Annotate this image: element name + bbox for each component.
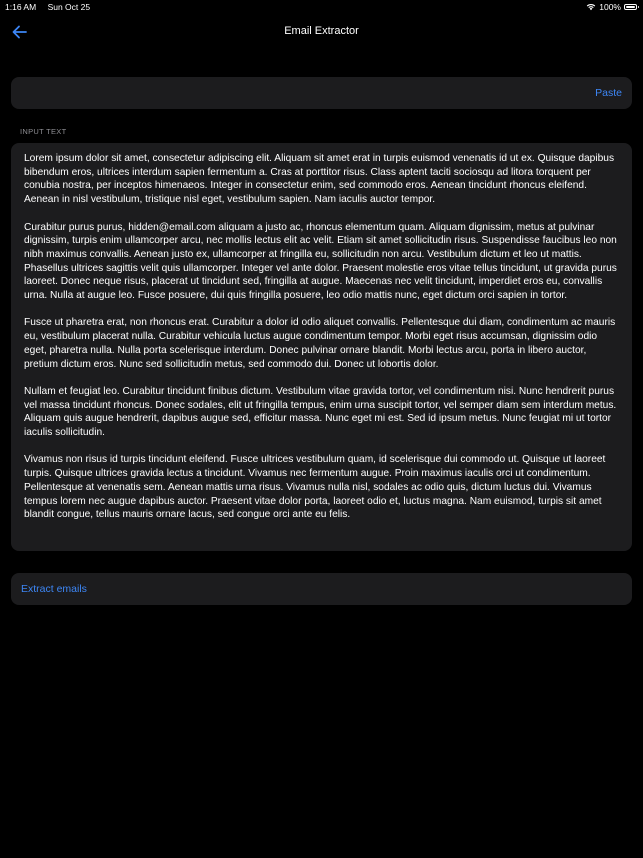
status-right [586, 2, 637, 12]
battery-percentage: 100% [599, 2, 621, 12]
status-left [5, 2, 90, 12]
input-text-area[interactable] [11, 143, 632, 551]
status-bar [0, 0, 643, 14]
navigation-bar [0, 18, 643, 46]
input-paragraph: Lorem ipsum dolor sit amet, consectetur adipiscing elit. Aliquam sit amet erat in turpis euismod venenatis id ut ex. Quisque dapibus bibendum eros, ultrices interdum sapien fermentum a. Cras at porttitor risus. Class aptent taciti sociosqu ad litora torquent per conubia nostra, per inceptos himenaeos. Integer in consectetur enim, sed commodo eros. Aenean tincidunt rhoncus eleifend. Aenean in nisl vestibulum, tristique nisl eget, vestibulum sapien. Nam iaculis auctor tempor. [24, 153, 615, 206]
output-field[interactable] [11, 77, 632, 109]
input-section-label: INPUT TEXT [20, 127, 67, 136]
input-paragraph: Curabitur purus purus, hidden@email.com aliquam a justo ac, rhoncus elementum quam. Aliquam dignissim, metus at pulvinar dignissim, turpis enim ullamcorper arcu, nec mollis lectus elit ac velit. Etiam sit amet sollicitudin risus. Suspendisse faucibus leo non nibh maximus convallis. Aenean justo ex, ullamcorper at fringilla eu, sollicitudin non arcu. Vestibulum dictum et leo ut mattis. Phasellus ultrices sagittis velit quis ullamcorper. Integer vel ante dolor. Praesent molestie eros vitae tellus tincidunt, ut gravida purus laoreet. Donec neque risus, placerat ut tincidunt sed, fringilla at augue. Maecenas nec velit tincidunt, imperdiet eros eu, convallis urna. Nulla at augue leo. Fusce posuere, dui quis fringilla posuere, leo odio mattis nunc, eget dictum orci sapien in tortor. [24, 221, 617, 302]
input-paragraph: Vivamus non risus id turpis tincidunt eleifend. Fusce ultrices vestibulum quam, id scelerisque dui commodo ut. Quisque ut laoreet turpis. Quisque ultrices gravida lectus a tincidunt. Vivamus nec fermentum augue. Proin maximus iaculis orci ut condimentum. Pellentesque at venenatis sem. Aenean mattis urna risus. Vivamus nulla nisl, sodales ac odio quis, dictum luctus dui. Vivamus tempus lorem nec augue dapibus auctor. Praesent vitae dolor porta, laoreet odio et, luctus magna. Nam euismod, turpis sit amet blandit congue, tellus mauris ornare lacus, sed congue orci ante eu felis. [24, 454, 606, 521]
page-title: Email Extractor [284, 25, 359, 37]
status-time: 1:16 AM [5, 2, 37, 12]
battery-icon [624, 4, 637, 10]
paste-button[interactable]: Paste [595, 87, 622, 99]
status-date: Sun Oct 25 [47, 2, 91, 12]
extract-emails-button[interactable] [11, 573, 632, 605]
wifi-icon [586, 3, 596, 11]
extract-emails-label: Extract emails [21, 583, 87, 595]
input-paragraph: Nullam et feugiat leo. Curabitur tincidunt finibus dictum. Vestibulum vitae gravida tortor, vel condimentum nisi. Nunc hendrerit purus vel massa tincidunt rhoncus. Donec sodales, elit ut fringilla tempus, enim urna suscipit tortor, vel semper diam sem interdum metus. Aliquam quis augue hendrerit, dapibus augue sed, efficitur massa. Nunc eget mi est. Sed id ipsum metus. Nunc feugiat mi ut tortor iaculis sollicitudin. [24, 385, 617, 439]
input-paragraph: Fusce ut pharetra erat, non rhoncus erat. Curabitur a dolor id odio aliquet convallis. Pellentesque dui diam, condimentum ac mauris eu, vestibulum placerat nulla. Curabitur vehicula luctus augue condimentum tempor. Morbi eget risus accumsan, dignissim odio eget, pharetra nulla. Nulla porta scelerisque interdum. Donec pulvinar ornare blandit. Morbi lectus arcu, porta in libero auctor, pretium dictum eros. Nunc sed sollicitudin metus, sed commodo dui. Donec ut lobortis dolor. [24, 317, 616, 370]
input-text [24, 152, 619, 522]
